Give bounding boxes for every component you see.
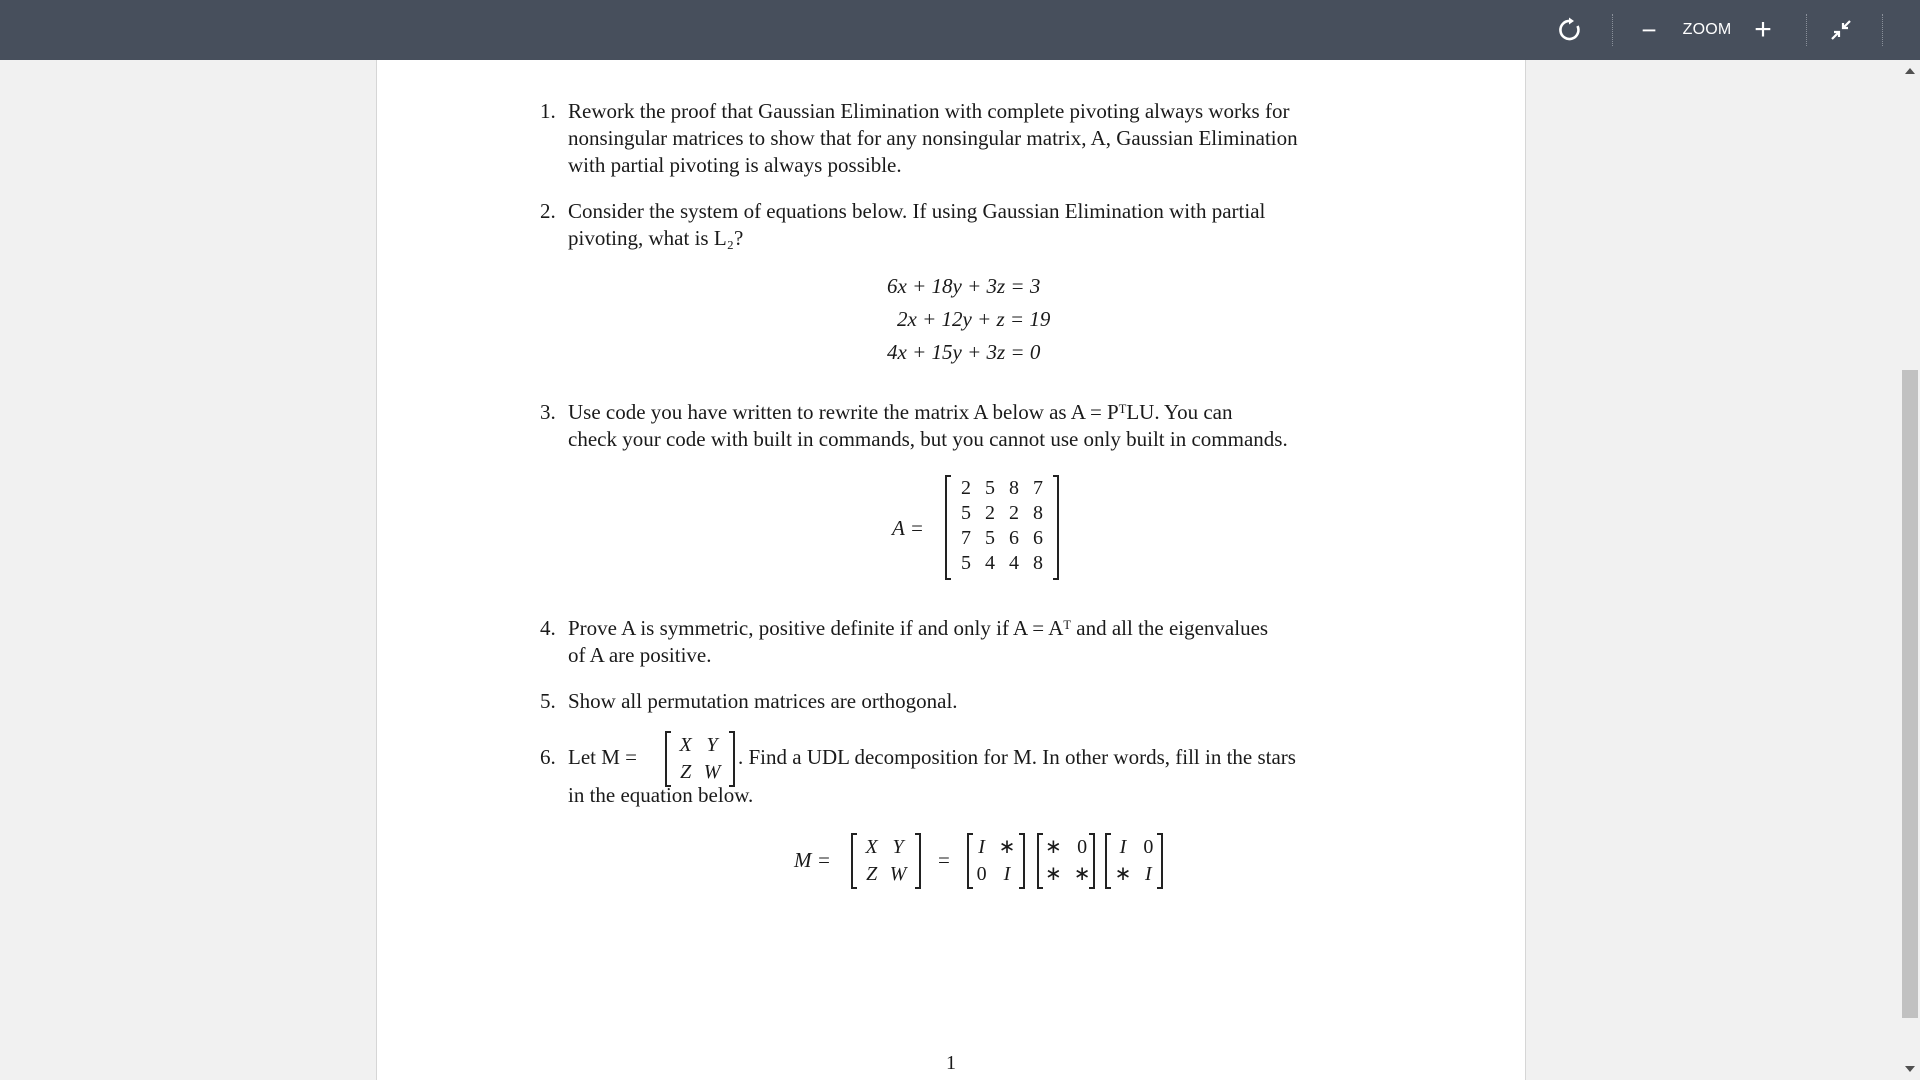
problem-number: 2.	[540, 199, 556, 223]
matrix-cell: 5	[961, 552, 971, 574]
problem-number: 6.	[540, 745, 556, 769]
matrix-cell: 4	[1009, 552, 1019, 574]
rotate-button[interactable]	[1552, 0, 1588, 60]
zoom-in-button[interactable]: +	[1754, 13, 1772, 46]
matrix-l	[1105, 834, 1163, 888]
toolbar-separator	[1806, 14, 1807, 46]
matrix-table	[860, 834, 913, 888]
text-line: Use code you have written to rewrite the matrix A below as A = PᵀLU. You can	[568, 400, 1233, 424]
collapse-icon	[1830, 19, 1852, 41]
matrix-cell: 6	[1033, 527, 1043, 549]
matrix-cell: X	[865, 836, 878, 858]
zoom-label: ZOOM	[1682, 21, 1732, 38]
matrix-table	[971, 834, 1022, 888]
matrix-cell: Z	[680, 761, 692, 783]
refresh-icon	[1557, 17, 1583, 43]
matrix-a	[945, 476, 1059, 579]
matrix-cell: ∗	[1073, 863, 1091, 885]
page-number: 1	[946, 1052, 956, 1074]
toolbar-separator	[1882, 14, 1883, 46]
problem-text	[568, 98, 1388, 179]
matrix-table	[674, 732, 727, 786]
matrix-cell: 8	[1009, 477, 1019, 499]
matrix-cell: 7	[1033, 477, 1043, 499]
decomp-lhs: M =	[794, 848, 831, 872]
matrix-cell: 5	[961, 502, 971, 524]
matrix-a-table	[954, 476, 1050, 576]
text-line: Show all permutation matrices are orthogonal.	[568, 689, 958, 713]
scroll-down-icon[interactable]	[1905, 1066, 1915, 1072]
problem-number: 5.	[540, 689, 556, 713]
vertical-scrollbar[interactable]	[1900, 60, 1920, 1080]
text-line: Consider the system of equations below. If using Gaussian Elimination with partial	[568, 199, 1266, 223]
text-line: with partial pivoting is always possible.	[568, 153, 902, 177]
matrix-cell: I	[1003, 863, 1011, 885]
equals-sign: =	[938, 848, 950, 872]
matrix-cell: 0	[1077, 836, 1088, 858]
problem-number: 1.	[540, 99, 556, 123]
equation-3: 4x + 15y + 3z = 0	[887, 340, 1041, 364]
matrix-cell: ∗	[1045, 836, 1062, 858]
text-line: of A are positive.	[568, 643, 712, 667]
exit-fullscreen-button[interactable]	[1826, 0, 1856, 60]
matrix-cell: Y	[892, 836, 904, 858]
matrix-cell: I	[1145, 863, 1152, 885]
toolbar-separator	[1612, 14, 1613, 46]
text-line: Prove A is symmetric, positive definite if and only if A = Aᵀ and all the eigenvalues	[568, 616, 1269, 640]
problem-number: 4.	[540, 616, 556, 640]
matrix-cell: 5	[985, 527, 995, 549]
matrix-m	[851, 834, 921, 888]
problem-number: 3.	[540, 400, 556, 424]
equation-1: 6x + 18y + 3z = 3	[887, 274, 1041, 298]
matrix-a-label: A =	[892, 516, 924, 540]
matrix-cell: Z	[866, 863, 878, 885]
text-line: Rework the proof that Gaussian Elimination with complete pivoting always works for	[568, 99, 1290, 123]
matrix-cell: Y	[706, 734, 718, 756]
zoom-out-button[interactable]: −	[1641, 14, 1657, 45]
problem-text	[568, 615, 1388, 669]
matrix-cell: 7	[961, 527, 971, 549]
matrix-table	[1109, 834, 1160, 888]
matrix-cell: 6	[1009, 527, 1019, 549]
matrix-cell: 0	[1143, 836, 1154, 858]
matrix-cell: 2	[985, 502, 995, 524]
matrix-cell: 2	[1009, 502, 1019, 524]
matrix-m-inline	[665, 732, 735, 786]
problem-text	[568, 688, 1388, 715]
matrix-cell: ∗	[1045, 863, 1062, 885]
scroll-thumb[interactable]	[1902, 370, 1918, 1018]
matrix-cell: 0	[976, 863, 987, 885]
matrix-cell: 8	[1033, 502, 1043, 524]
viewer-toolbar	[0, 0, 1920, 60]
matrix-cell: ∗	[998, 836, 1016, 858]
equation-2: 2x + 12y + z = 19	[897, 307, 1051, 331]
matrix-cell: X	[679, 734, 692, 756]
text-line: pivoting, what is L₂?	[568, 226, 744, 250]
matrix-cell: 8	[1033, 552, 1043, 574]
problem-text: . Find a UDL decomposition for M. In other words, fill in the stars	[738, 745, 1296, 769]
text-line: nonsingular matrices to show that for any nonsingular matrix, A, Gaussian Elimination	[568, 126, 1298, 150]
problem-text-line2: in the equation below.	[568, 783, 754, 807]
document-page	[376, 60, 1526, 1080]
matrix-cell: W	[889, 863, 907, 885]
problem-text	[568, 399, 1388, 453]
matrix-cell: I	[1119, 836, 1127, 858]
matrix-cell: 2	[961, 477, 971, 499]
matrix-u	[967, 834, 1025, 888]
scroll-up-icon[interactable]	[1905, 68, 1915, 74]
matrix-cell: I	[978, 836, 985, 858]
text-line: check your code with built in commands, but you cannot use only built in commands.	[568, 427, 1288, 451]
problem-text	[568, 198, 1388, 252]
matrix-table	[1039, 834, 1097, 888]
matrix-cell: W	[703, 761, 721, 783]
matrix-cell: 4	[985, 552, 995, 574]
matrix-cell: 5	[985, 477, 995, 499]
let-m-text: Let M =	[568, 745, 637, 769]
matrix-d	[1037, 834, 1095, 888]
matrix-cell: ∗	[1114, 863, 1132, 885]
